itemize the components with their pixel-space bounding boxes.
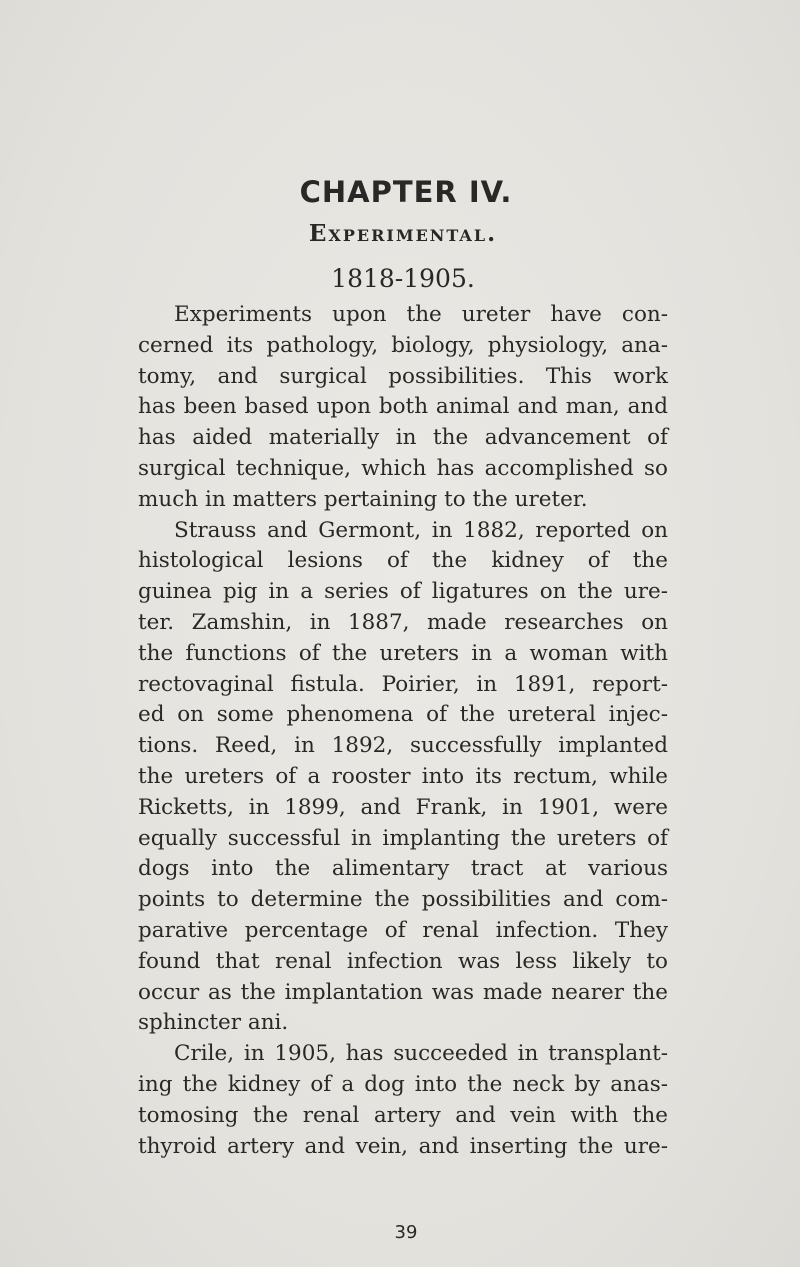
text-line: cerned its pathology, biology, physiology, ana- bbox=[138, 332, 668, 358]
text-block bbox=[138, 170, 668, 1162]
text-line: Experiments upon the ureter have con- bbox=[174, 302, 668, 327]
text-line: has been based upon both animal and man, and bbox=[138, 394, 668, 420]
text-line: Crile, in 1905, has succeeded in transplant- bbox=[174, 1041, 668, 1067]
text-line: parative percentage of renal infection. They bbox=[138, 917, 668, 943]
text-line: points to determine the possibilities and com- bbox=[138, 887, 668, 913]
text-line: thyroid artery and vein, and inserting the ure- bbox=[138, 1133, 668, 1159]
text-line: equally successful in implanting the ureters of bbox=[138, 825, 668, 851]
text-line: guinea pig in a series of ligatures on the ure- bbox=[138, 579, 668, 605]
page-number: 39 bbox=[394, 1222, 418, 1243]
text-line: tomy, and surgical possibilities. This work bbox=[138, 363, 668, 389]
paragraph-1 bbox=[138, 300, 668, 516]
text-line: surgical technique, which has accomplished so bbox=[138, 455, 668, 481]
text-line: occur as the implantation was made nearer the bbox=[138, 979, 668, 1005]
text-line: has aided materially in the advancement of bbox=[138, 425, 668, 451]
text-line: histological lesions of the kidney of the bbox=[138, 548, 668, 574]
text-line: much in matters pertaining to the ureter. bbox=[138, 486, 588, 512]
text-line: ed on some phenomena of the ureteral injec- bbox=[138, 702, 668, 728]
text-line: Strauss and Germont, in 1882, reported on bbox=[174, 517, 668, 543]
text-line: tions. Reed, in 1892, successfully implanted bbox=[138, 733, 668, 759]
text-line: sphincter ani. bbox=[138, 1010, 289, 1036]
text-line: ing the kidney of a dog into the neck by anas- bbox=[138, 1071, 668, 1097]
text-line: rectovaginal fistula. Poirier, in 1891, report- bbox=[138, 671, 668, 697]
paragraph-2 bbox=[138, 516, 668, 1040]
paragraph-3 bbox=[138, 1039, 668, 1162]
text-line: ter. Zamshin, in 1887, made researches on bbox=[138, 609, 668, 635]
text-line: the ureters of a rooster into its rectum, while bbox=[138, 763, 668, 789]
section-title: Experimental. bbox=[308, 220, 498, 247]
text-line: Ricketts, in 1899, and Frank, in 1901, were bbox=[138, 794, 668, 820]
text-line: the functions of the ureters in a woman with bbox=[138, 640, 668, 666]
text-line: found that renal infection was less likely to bbox=[138, 948, 668, 974]
text-line: dogs into the alimentary tract at various bbox=[138, 856, 668, 882]
date-range: 1818-1905. bbox=[331, 264, 475, 293]
chapter-title: CHAPTER IV. bbox=[299, 175, 513, 209]
text-line: tomosing the renal artery and vein with the bbox=[138, 1102, 668, 1128]
